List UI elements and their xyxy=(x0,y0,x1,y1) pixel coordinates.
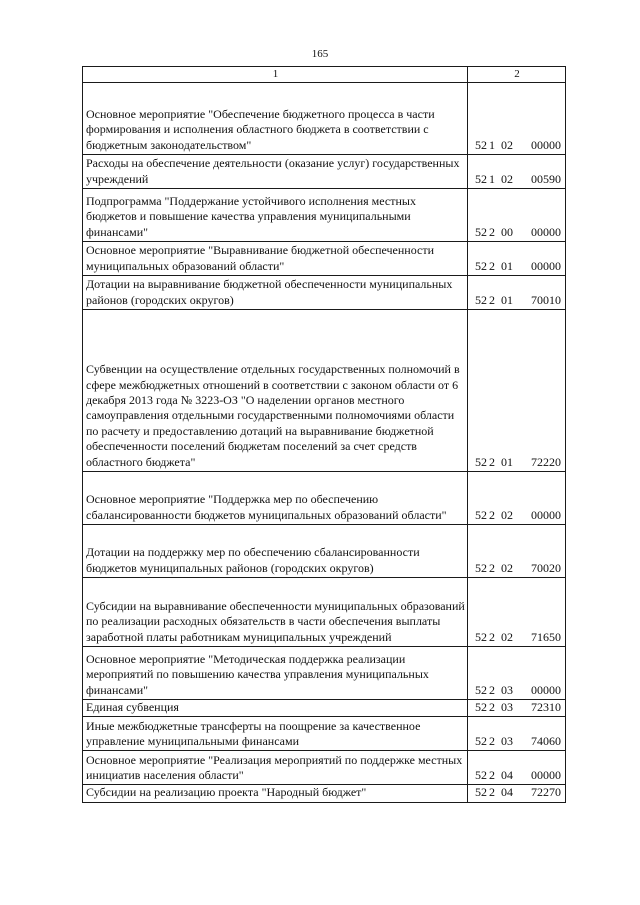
table-header-row xyxy=(83,67,566,83)
code-part: 52 xyxy=(475,560,487,575)
code-part: 2 xyxy=(489,560,495,575)
budget-table xyxy=(82,66,566,803)
row-name: Основное мероприятие "Обеспечение бюджетного процесса в части формирования и исполнения областного бюджета в соответствии с бюджетным законодательством" xyxy=(83,83,468,155)
row-code xyxy=(468,472,566,525)
code-part: 2 xyxy=(489,682,495,697)
code-part: 02 xyxy=(501,507,513,522)
code-part: 00000 xyxy=(531,768,561,782)
code-part: 00000 xyxy=(531,224,561,239)
code-part: 52 xyxy=(475,171,487,186)
code-part: 52 xyxy=(475,629,487,644)
code-part: 2 xyxy=(489,292,495,307)
code-part: 01 xyxy=(501,454,513,469)
table-row xyxy=(83,242,566,276)
code-part: 00 xyxy=(501,224,513,239)
row-code xyxy=(468,242,566,276)
code-part: 2 xyxy=(489,734,495,748)
code-part: 04 xyxy=(501,785,513,800)
code-part: 52 xyxy=(475,258,487,273)
code-part: 03 xyxy=(501,700,513,714)
row-code xyxy=(468,578,566,647)
column-header-name: 1 xyxy=(83,67,468,83)
row-name: Основное мероприятие "Выравнивание бюджетной обеспеченности муниципальных образований области" xyxy=(83,242,468,276)
code-part: 52 xyxy=(475,682,487,697)
row-name: Расходы на обеспечение деятельности (оказание услуг) государственных учреждений xyxy=(83,155,468,189)
code-part: 2 xyxy=(489,629,495,644)
code-part: 52 xyxy=(475,454,487,469)
code-part: 74060 xyxy=(531,734,561,748)
row-code xyxy=(468,276,566,310)
row-name: Субсидии на выравнивание обеспеченности муниципальных образований по реализации расходных обязательств в части обеспечения выплаты заработной платы работникам муниципальных учреждений xyxy=(83,578,468,647)
table-row xyxy=(83,472,566,525)
code-part: 03 xyxy=(501,682,513,697)
code-part: 70010 xyxy=(531,292,561,307)
table-row xyxy=(83,578,566,647)
code-part: 1 xyxy=(489,137,495,152)
row-code xyxy=(468,751,566,785)
code-part: 00000 xyxy=(531,137,561,152)
row-code xyxy=(468,83,566,155)
code-part: 00000 xyxy=(531,682,561,697)
code-part: 02 xyxy=(501,171,513,186)
row-code xyxy=(468,189,566,242)
row-name: Дотации на поддержку мер по обеспечению сбалансированности бюджетов муниципальных районов (городских округов) xyxy=(83,525,468,578)
row-name: Субвенции на осуществление отдельных государственных полномочий в сфере межбюджетных отношений в соответствии с законом области от 6 декабря 2013 года № 3223-ОЗ "О наделении органов местного самоуправления отдельными государственными полномочиями области по расчету и предоставлению дотаций на выравнивание бюджетной обеспеченности поселений бюджетам поселений за счет средств областного бюджета" xyxy=(83,310,468,472)
code-part: 52 xyxy=(475,785,487,800)
table-row xyxy=(83,189,566,242)
row-code xyxy=(468,717,566,751)
code-part: 02 xyxy=(501,629,513,644)
column-header-code: 2 xyxy=(468,67,566,83)
code-part: 52 xyxy=(475,292,487,307)
code-part: 2 xyxy=(489,507,495,522)
table-row xyxy=(83,83,566,155)
row-code xyxy=(468,310,566,472)
table-row xyxy=(83,647,566,700)
row-name: Иные межбюджетные трансферты на поощрение за качественное управление муниципальными финансами xyxy=(83,717,468,751)
code-part: 00000 xyxy=(531,258,561,273)
row-name: Единая субвенция xyxy=(83,700,468,717)
row-name: Дотации на выравнивание бюджетной обеспеченности муниципальных районов (городских округов) xyxy=(83,276,468,310)
row-name: Основное мероприятие "Реализация мероприятий по поддержке местных инициатив населения области" xyxy=(83,751,468,785)
code-part: 71650 xyxy=(531,629,561,644)
row-code xyxy=(468,155,566,189)
row-code xyxy=(468,647,566,700)
code-part: 2 xyxy=(489,224,495,239)
code-part: 2 xyxy=(489,768,495,782)
code-part: 72310 xyxy=(531,700,561,714)
row-name: Подпрограмма "Поддержание устойчивого исполнения местных бюджетов и повышение качества управления муниципальными финансами" xyxy=(83,189,468,242)
code-part: 52 xyxy=(475,224,487,239)
code-part: 01 xyxy=(501,292,513,307)
row-name: Основное мероприятие "Методическая поддержка реализации мероприятий по повышению качества управления муниципальных финансами" xyxy=(83,647,468,700)
code-part: 01 xyxy=(501,258,513,273)
code-part: 02 xyxy=(501,137,513,152)
code-part: 2 xyxy=(489,258,495,273)
code-part: 2 xyxy=(489,454,495,469)
code-part: 03 xyxy=(501,734,513,748)
table-row xyxy=(83,785,566,802)
code-part: 2 xyxy=(489,785,495,800)
code-part: 52 xyxy=(475,768,487,782)
table-row xyxy=(83,276,566,310)
code-part: 04 xyxy=(501,768,513,782)
table-row xyxy=(83,525,566,578)
code-part: 02 xyxy=(501,560,513,575)
row-code xyxy=(468,700,566,717)
table-row xyxy=(83,700,566,717)
table-row xyxy=(83,310,566,472)
code-part: 52 xyxy=(475,734,487,748)
code-part: 1 xyxy=(489,171,495,186)
code-part: 00590 xyxy=(531,171,561,186)
code-part: 72220 xyxy=(531,454,561,469)
code-part: 52 xyxy=(475,137,487,152)
row-name: Субсидии на реализацию проекта "Народный бюджет" xyxy=(83,785,468,802)
row-code xyxy=(468,785,566,802)
code-part: 70020 xyxy=(531,560,561,575)
table-row xyxy=(83,751,566,785)
code-part: 72270 xyxy=(531,785,561,800)
row-name: Основное мероприятие "Поддержка мер по обеспечению сбалансированности бюджетов муниципальных образований области" xyxy=(83,472,468,525)
code-part: 00000 xyxy=(531,507,561,522)
table-row xyxy=(83,155,566,189)
code-part: 52 xyxy=(475,700,487,714)
row-code xyxy=(468,525,566,578)
code-part: 2 xyxy=(489,700,495,714)
code-part: 52 xyxy=(475,507,487,522)
page-number: 165 xyxy=(311,48,329,60)
table-row xyxy=(83,717,566,751)
